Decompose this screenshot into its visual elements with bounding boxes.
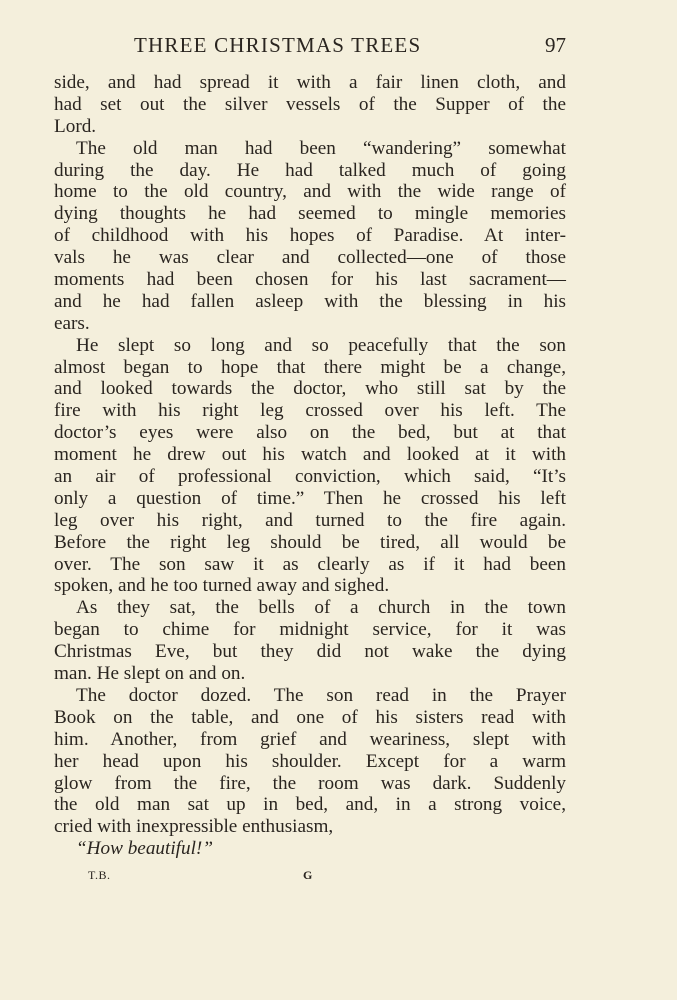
text-line: during the day. He had talked much of going	[54, 159, 566, 181]
text-line: glow from the fire, the room was dark. Suddenly	[54, 772, 566, 794]
text-line: side, and had spread it with a fair linen cloth, and	[54, 72, 566, 93]
signature-footer	[88, 868, 328, 888]
text-line: and looked towards the doctor, who still sat by the	[54, 378, 566, 400]
text-line: fire with his right leg crossed over his left. The	[54, 400, 566, 422]
paragraph-start-line: The old man had been “wandering” somewhat	[76, 137, 566, 159]
text-line: of childhood with his hopes of Paradise. At inter-	[54, 225, 566, 247]
running-head	[54, 33, 566, 59]
signature-mark: T.B.	[88, 868, 111, 882]
body-text	[54, 72, 566, 860]
text-line: the old man sat up in bed, and, in a strong voice,	[54, 794, 566, 816]
signature-letter: G	[303, 868, 313, 882]
text-line: moments had been chosen for his last sacrament—	[54, 269, 566, 291]
running-title: THREE CHRISTMAS TREES	[134, 33, 422, 57]
text-line: Christmas Eve, but they did not wake the dying	[54, 641, 566, 663]
text-line: ears.	[54, 312, 90, 334]
text-line: moment he drew out his watch and looked at it with	[54, 444, 566, 466]
quoted-exclamation: “How beautiful!”	[76, 838, 213, 860]
text-line: Before the right leg should be tired, all would be	[54, 531, 566, 553]
paragraph-start-line: He slept so long and so peacefully that the son	[76, 334, 566, 356]
text-line: him. Another, from grief and weariness, slept with	[54, 728, 566, 750]
text-line: her head upon his shoulder. Except for a warm	[54, 750, 566, 772]
text-line: an air of professional conviction, which said, “It’s	[54, 466, 566, 488]
text-line: and he had fallen asleep with the blessing in his	[54, 290, 566, 312]
paragraph-start-line: The doctor dozed. The son read in the Prayer	[76, 684, 566, 706]
text-line: cried with inexpressible enthusiasm,	[54, 816, 334, 838]
text-line: had set out the silver vessels of the Supper of the	[54, 93, 566, 115]
text-line: only a question of time.” Then he crossed his left	[54, 487, 566, 509]
text-line: over. The son saw it as clearly as if it had been	[54, 553, 566, 575]
text-line: spoken, and he too turned away and sighed.	[54, 575, 390, 597]
page-number: 97	[545, 33, 566, 57]
text-line: doctor’s eyes were also on the bed, but at that	[54, 422, 566, 444]
text-line: almost began to hope that there might be a change,	[54, 356, 566, 378]
text-line: Lord.	[54, 115, 97, 137]
text-line: home to the old country, and with the wide range of	[54, 181, 566, 203]
text-line: leg over his right, and turned to the fire again.	[54, 509, 566, 531]
text-line: began to chime for midnight service, for it was	[54, 619, 566, 641]
paragraph-start-line: As they sat, the bells of a church in the town	[76, 597, 566, 619]
text-line: dying thoughts he had seemed to mingle memories	[54, 203, 566, 225]
text-line: vals he was clear and collected—one of those	[54, 247, 566, 269]
text-line: Book on the table, and one of his sisters read with	[54, 706, 566, 728]
text-line: man. He slept on and on.	[54, 663, 246, 685]
